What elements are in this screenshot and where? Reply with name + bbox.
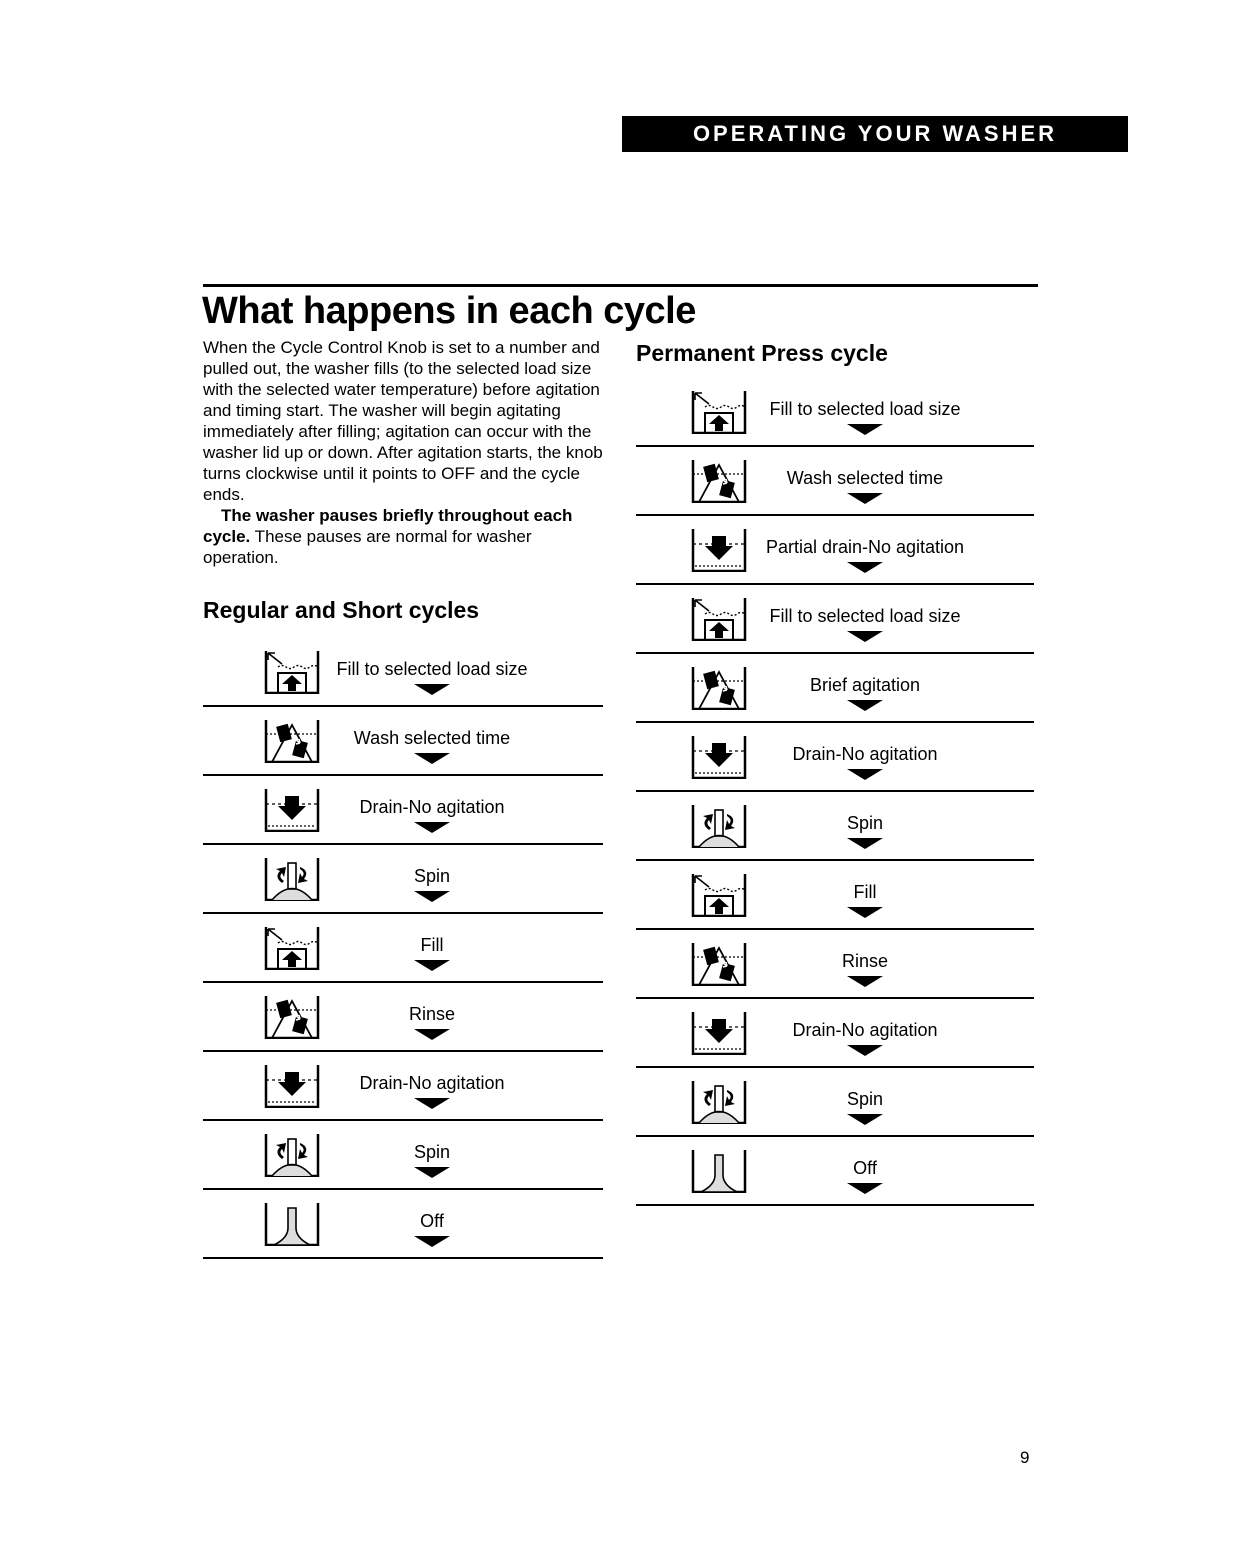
down-arrow-icon bbox=[847, 769, 883, 780]
spin-cycle-icon bbox=[264, 857, 320, 901]
down-arrow-icon bbox=[847, 562, 883, 573]
down-arrow-icon bbox=[414, 1098, 450, 1109]
wash-cycle-icon bbox=[691, 942, 747, 986]
permanent-press-step-label: Rinse bbox=[841, 951, 889, 971]
regular-cycle-steps bbox=[203, 638, 603, 1263]
regular-cycle-step bbox=[203, 1190, 603, 1259]
permanent-press-step bbox=[636, 378, 1034, 447]
fill-cycle-icon bbox=[691, 873, 747, 917]
drain-cycle-icon bbox=[264, 788, 320, 832]
down-arrow-icon bbox=[847, 700, 883, 711]
permanent-press-step-label: Fill bbox=[853, 882, 877, 902]
fill-cycle-icon bbox=[264, 926, 320, 970]
permanent-press-step-label: Drain-No agitation bbox=[792, 744, 938, 764]
permanent-press-step bbox=[636, 585, 1034, 654]
off-cycle-icon bbox=[691, 1149, 747, 1193]
down-arrow-icon bbox=[847, 631, 883, 642]
down-arrow-icon bbox=[847, 907, 883, 918]
permanent-press-step bbox=[636, 723, 1034, 792]
regular-cycle-step bbox=[203, 845, 603, 914]
regular-cycle-step bbox=[203, 707, 603, 776]
permanent-press-step-label: Fill to selected load size bbox=[769, 399, 961, 419]
down-arrow-icon bbox=[414, 1236, 450, 1247]
section-banner: OPERATING YOUR WASHER bbox=[622, 116, 1128, 152]
permanent-press-step bbox=[636, 516, 1034, 585]
down-arrow-icon bbox=[414, 1029, 450, 1040]
fill-cycle-icon bbox=[264, 650, 320, 694]
permanent-press-step bbox=[636, 1068, 1034, 1137]
permanent-press-step-label: Brief agitation bbox=[809, 675, 921, 695]
down-arrow-icon bbox=[847, 1114, 883, 1125]
permanent-press-step-label: Partial drain-No agitation bbox=[765, 537, 965, 557]
down-arrow-icon bbox=[414, 822, 450, 833]
regular-cycle-step-label: Rinse bbox=[408, 1004, 456, 1024]
permanent-press-step-label: Wash selected time bbox=[786, 468, 944, 488]
off-cycle-icon bbox=[264, 1202, 320, 1246]
regular-cycle-step bbox=[203, 776, 603, 845]
down-arrow-icon bbox=[414, 1167, 450, 1178]
intro-paragraph-2-rest: These pauses are normal for washer operation. bbox=[203, 527, 532, 567]
regular-cycle-step bbox=[203, 638, 603, 707]
drain-cycle-icon bbox=[691, 735, 747, 779]
down-arrow-icon bbox=[847, 976, 883, 987]
regular-cycle-step-label: Off bbox=[420, 1211, 444, 1231]
regular-cycle-step bbox=[203, 1052, 603, 1121]
permanent-press-step bbox=[636, 447, 1034, 516]
step-divider bbox=[203, 1257, 603, 1259]
permanent-press-step-label: Spin bbox=[846, 1089, 884, 1109]
title-rule bbox=[203, 284, 1038, 287]
regular-cycle-step bbox=[203, 1121, 603, 1190]
regular-cycle-step bbox=[203, 914, 603, 983]
down-arrow-icon bbox=[414, 684, 450, 695]
page-number: 9 bbox=[1020, 1448, 1030, 1467]
spin-cycle-icon bbox=[691, 804, 747, 848]
intro-paragraph-2-bold: The washer pauses briefly throughout each cycle. bbox=[203, 506, 573, 546]
regular-cycle-step-label: Drain-No agitation bbox=[359, 797, 505, 817]
regular-cycle-step-label: Fill to selected load size bbox=[336, 659, 528, 679]
regular-cycle-heading: Regular and Short cycles bbox=[203, 597, 480, 623]
intro-paragraph-2 bbox=[203, 505, 603, 568]
page-title: What happens in each cycle bbox=[202, 290, 696, 332]
drain-cycle-icon bbox=[691, 1011, 747, 1055]
wash-cycle-icon bbox=[691, 459, 747, 503]
down-arrow-icon bbox=[414, 960, 450, 971]
permanent-press-step bbox=[636, 861, 1034, 930]
fill-cycle-icon bbox=[691, 390, 747, 434]
down-arrow-icon bbox=[847, 838, 883, 849]
regular-cycle-step-label: Drain-No agitation bbox=[359, 1073, 505, 1093]
step-divider bbox=[636, 1204, 1034, 1206]
wash-cycle-icon bbox=[264, 719, 320, 763]
regular-cycle-step-label: Wash selected time bbox=[353, 728, 511, 748]
drain-cycle-icon bbox=[691, 528, 747, 572]
regular-cycle-step-label: Fill bbox=[420, 935, 444, 955]
down-arrow-icon bbox=[847, 1045, 883, 1056]
permanent-press-step-label: Off bbox=[853, 1158, 877, 1178]
permanent-press-step bbox=[636, 930, 1034, 999]
regular-cycle-step-label: Spin bbox=[413, 1142, 451, 1162]
permanent-press-step bbox=[636, 792, 1034, 861]
permanent-press-steps bbox=[636, 378, 1034, 1208]
permanent-press-step-label: Fill to selected load size bbox=[769, 606, 961, 626]
down-arrow-icon bbox=[847, 424, 883, 435]
down-arrow-icon bbox=[414, 753, 450, 764]
intro-paragraph-1: When the Cycle Control Knob is set to a number and pulled out, the washer fills (to the selected load size with the selected water temperature) before agitation and timing start. The washer will begin agitating immediately after filling; agitation can occur with the washer lid up or down. After agitation starts, the knob turns clockwise until it points to OFF and the cycle ends. bbox=[203, 338, 603, 504]
wash-cycle-icon bbox=[264, 995, 320, 1039]
down-arrow-icon bbox=[847, 493, 883, 504]
regular-cycle-step bbox=[203, 983, 603, 1052]
wash-cycle-icon bbox=[691, 666, 747, 710]
permanent-press-step-label: Spin bbox=[846, 813, 884, 833]
fill-cycle-icon bbox=[691, 597, 747, 641]
permanent-press-heading: Permanent Press cycle bbox=[636, 340, 888, 366]
permanent-press-step bbox=[636, 999, 1034, 1068]
permanent-press-step bbox=[636, 654, 1034, 723]
permanent-press-step-label: Drain-No agitation bbox=[792, 1020, 938, 1040]
drain-cycle-icon bbox=[264, 1064, 320, 1108]
down-arrow-icon bbox=[414, 891, 450, 902]
permanent-press-step bbox=[636, 1137, 1034, 1206]
regular-cycle-step-label: Spin bbox=[413, 866, 451, 886]
down-arrow-icon bbox=[847, 1183, 883, 1194]
spin-cycle-icon bbox=[691, 1080, 747, 1124]
intro-text bbox=[203, 337, 603, 568]
spin-cycle-icon bbox=[264, 1133, 320, 1177]
